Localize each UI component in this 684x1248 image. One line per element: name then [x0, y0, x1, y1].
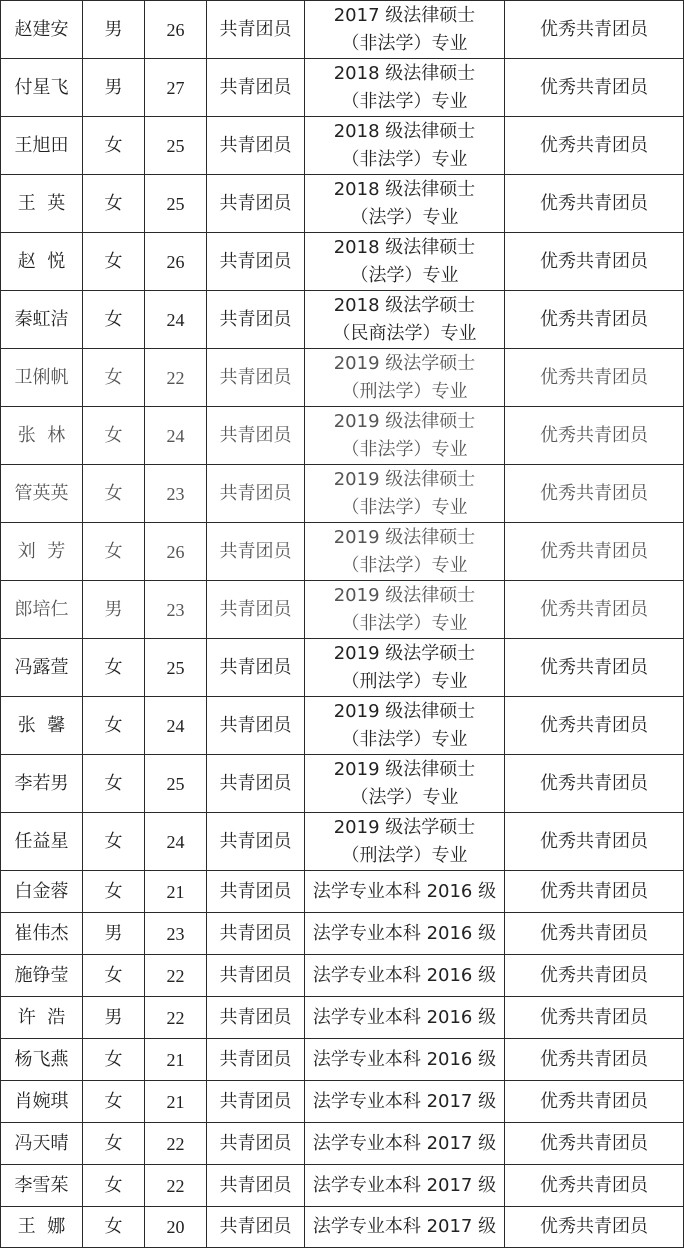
table-row	[1, 233, 684, 291]
table-row	[1, 523, 684, 581]
gender-cell: 女	[83, 697, 145, 755]
major-line-2: （非法学）专业	[341, 90, 468, 112]
table-row	[1, 813, 684, 871]
major-cell	[305, 291, 505, 349]
gender-cell: 男	[83, 59, 145, 117]
age-cell: 26	[145, 233, 207, 291]
table-row	[1, 291, 684, 349]
major-line-2: （非法学）专业	[341, 32, 468, 54]
table-row	[1, 117, 684, 175]
gender-cell: 女	[83, 955, 145, 997]
major-line-2: （非法学）专业	[341, 438, 468, 460]
major-line-1: 法学专业本科 2016 级	[312, 922, 497, 944]
status-cell: 共青团员	[207, 697, 305, 755]
award-cell: 优秀共青团员	[505, 233, 684, 291]
table-row	[1, 639, 684, 697]
age-cell: 27	[145, 59, 207, 117]
table-row	[1, 465, 684, 523]
major-cell	[305, 997, 505, 1039]
award-cell: 优秀共青团员	[505, 1123, 684, 1165]
gender-cell: 女	[83, 639, 145, 697]
gender-cell: 女	[83, 523, 145, 581]
name-cell: 许 浩	[1, 997, 83, 1039]
gender-cell: 女	[83, 1123, 145, 1165]
status-cell: 共青团员	[207, 581, 305, 639]
gender-cell: 女	[83, 407, 145, 465]
gender-cell: 女	[83, 1039, 145, 1081]
major-cell	[305, 955, 505, 997]
name-cell: 郎培仁	[1, 581, 83, 639]
status-cell: 共青团员	[207, 349, 305, 407]
major-cell	[305, 913, 505, 955]
age-cell: 25	[145, 175, 207, 233]
major-cell	[305, 1207, 505, 1248]
table-row	[1, 175, 684, 233]
name-cell: 付星飞	[1, 59, 83, 117]
award-cell: 优秀共青团员	[505, 813, 684, 871]
status-cell: 共青团员	[207, 291, 305, 349]
age-cell: 24	[145, 291, 207, 349]
gender-cell: 女	[83, 349, 145, 407]
major-line-1: 2019 级法学硕士	[333, 816, 476, 838]
status-cell: 共青团员	[207, 523, 305, 581]
major-cell	[305, 1165, 505, 1207]
gender-cell: 女	[83, 1207, 145, 1248]
major-line-2: （法学）专业	[350, 206, 459, 228]
major-cell	[305, 755, 505, 813]
gender-cell: 女	[83, 291, 145, 349]
major-line-2: （刑法学）专业	[341, 844, 468, 866]
name-cell: 王旭田	[1, 117, 83, 175]
status-cell: 共青团员	[207, 465, 305, 523]
award-cell: 优秀共青团员	[505, 407, 684, 465]
major-cell	[305, 639, 505, 697]
age-cell: 22	[145, 1165, 207, 1207]
major-cell	[305, 813, 505, 871]
major-cell	[305, 233, 505, 291]
major-cell	[305, 581, 505, 639]
age-cell: 24	[145, 697, 207, 755]
name-cell: 冯天晴	[1, 1123, 83, 1165]
award-cell: 优秀共青团员	[505, 639, 684, 697]
gender-cell: 女	[83, 465, 145, 523]
name-cell: 白金蓉	[1, 871, 83, 913]
major-line-2: （非法学）专业	[341, 496, 468, 518]
name-cell: 王 英	[1, 175, 83, 233]
age-cell: 22	[145, 955, 207, 997]
name-cell: 刘 芳	[1, 523, 83, 581]
table-row	[1, 755, 684, 813]
status-cell: 共青团员	[207, 813, 305, 871]
table-row	[1, 871, 684, 913]
status-cell: 共青团员	[207, 59, 305, 117]
table-row	[1, 1, 684, 59]
major-line-1: 2017 级法律硕士	[333, 4, 476, 26]
gender-cell: 女	[83, 813, 145, 871]
award-cell: 优秀共青团员	[505, 175, 684, 233]
major-cell	[305, 1081, 505, 1123]
name-cell: 肖婉琪	[1, 1081, 83, 1123]
table-row	[1, 349, 684, 407]
status-cell: 共青团员	[207, 913, 305, 955]
award-cell: 优秀共青团员	[505, 523, 684, 581]
major-line-1: 2018 级法律硕士	[333, 178, 476, 200]
age-cell: 26	[145, 1, 207, 59]
major-cell	[305, 407, 505, 465]
table-row	[1, 1165, 684, 1207]
major-line-1: 2019 级法律硕士	[333, 526, 476, 548]
award-cell: 优秀共青团员	[505, 581, 684, 639]
name-cell: 张 林	[1, 407, 83, 465]
major-cell	[305, 59, 505, 117]
age-cell: 23	[145, 465, 207, 523]
major-cell	[305, 523, 505, 581]
status-cell: 共青团员	[207, 755, 305, 813]
gender-cell: 男	[83, 913, 145, 955]
table-row	[1, 1081, 684, 1123]
age-cell: 24	[145, 407, 207, 465]
gender-cell: 女	[83, 175, 145, 233]
major-line-2: （民商法学）专业	[332, 322, 477, 344]
award-cell: 优秀共青团员	[505, 59, 684, 117]
age-cell: 20	[145, 1207, 207, 1248]
table-row	[1, 1123, 684, 1165]
age-cell: 22	[145, 349, 207, 407]
major-line-1: 2018 级法律硕士	[333, 120, 476, 142]
major-line-1: 2018 级法律硕士	[333, 62, 476, 84]
age-cell: 21	[145, 1039, 207, 1081]
status-cell: 共青团员	[207, 997, 305, 1039]
gender-cell: 女	[83, 233, 145, 291]
gender-cell: 女	[83, 117, 145, 175]
status-cell: 共青团员	[207, 1081, 305, 1123]
major-cell	[305, 697, 505, 755]
status-cell: 共青团员	[207, 1123, 305, 1165]
major-line-2: （非法学）专业	[341, 612, 468, 634]
table-row	[1, 407, 684, 465]
table-row	[1, 913, 684, 955]
name-cell: 赵建安	[1, 1, 83, 59]
roster-table-body	[1, 1, 684, 1248]
major-line-1: 2019 级法学硕士	[333, 352, 476, 374]
major-cell	[305, 871, 505, 913]
award-cell: 优秀共青团员	[505, 955, 684, 997]
gender-cell: 女	[83, 871, 145, 913]
table-row	[1, 1039, 684, 1081]
major-cell	[305, 1, 505, 59]
age-cell: 26	[145, 523, 207, 581]
award-cell: 优秀共青团员	[505, 871, 684, 913]
name-cell: 王 娜	[1, 1207, 83, 1248]
status-cell: 共青团员	[207, 233, 305, 291]
major-cell	[305, 175, 505, 233]
major-line-1: 2019 级法律硕士	[333, 410, 476, 432]
status-cell: 共青团员	[207, 1165, 305, 1207]
award-cell: 优秀共青团员	[505, 1081, 684, 1123]
name-cell: 李雪茱	[1, 1165, 83, 1207]
age-cell: 23	[145, 913, 207, 955]
age-cell: 25	[145, 755, 207, 813]
award-cell: 优秀共青团员	[505, 697, 684, 755]
status-cell: 共青团员	[207, 117, 305, 175]
age-cell: 22	[145, 1123, 207, 1165]
table-row	[1, 59, 684, 117]
gender-cell: 女	[83, 1165, 145, 1207]
status-cell: 共青团员	[207, 407, 305, 465]
gender-cell: 女	[83, 1081, 145, 1123]
major-line-1: 2018 级法学硕士	[333, 294, 476, 316]
major-line-1: 2019 级法律硕士	[333, 700, 476, 722]
name-cell: 秦虹洁	[1, 291, 83, 349]
gender-cell: 男	[83, 581, 145, 639]
age-cell: 21	[145, 1081, 207, 1123]
major-line-1: 法学专业本科 2016 级	[312, 964, 497, 986]
table-row	[1, 955, 684, 997]
age-cell: 24	[145, 813, 207, 871]
major-line-2: （刑法学）专业	[341, 380, 468, 402]
award-cell: 优秀共青团员	[505, 1039, 684, 1081]
name-cell: 管英英	[1, 465, 83, 523]
major-line-1: 法学专业本科 2017 级	[312, 1174, 497, 1196]
table-row	[1, 697, 684, 755]
award-cell: 优秀共青团员	[505, 117, 684, 175]
age-cell: 23	[145, 581, 207, 639]
major-line-1: 法学专业本科 2017 级	[312, 1090, 497, 1112]
gender-cell: 女	[83, 755, 145, 813]
age-cell: 22	[145, 997, 207, 1039]
award-cell: 优秀共青团员	[505, 1, 684, 59]
award-cell: 优秀共青团员	[505, 755, 684, 813]
major-line-1: 2019 级法律硕士	[333, 468, 476, 490]
award-cell: 优秀共青团员	[505, 997, 684, 1039]
major-line-1: 2019 级法律硕士	[333, 758, 476, 780]
major-line-2: （法学）专业	[350, 264, 459, 286]
name-cell: 崔伟杰	[1, 913, 83, 955]
name-cell: 张 馨	[1, 697, 83, 755]
name-cell: 李若男	[1, 755, 83, 813]
age-cell: 25	[145, 639, 207, 697]
major-line-2: （非法学）专业	[341, 554, 468, 576]
name-cell: 杨飞燕	[1, 1039, 83, 1081]
major-line-1: 法学专业本科 2016 级	[312, 1006, 497, 1028]
status-cell: 共青团员	[207, 871, 305, 913]
age-cell: 25	[145, 117, 207, 175]
name-cell: 任益星	[1, 813, 83, 871]
major-cell	[305, 465, 505, 523]
status-cell: 共青团员	[207, 955, 305, 997]
award-cell: 优秀共青团员	[505, 465, 684, 523]
major-line-2: （刑法学）专业	[341, 670, 468, 692]
major-line-1: 法学专业本科 2017 级	[312, 1216, 497, 1237]
name-cell: 卫俐帆	[1, 349, 83, 407]
award-cell: 优秀共青团员	[505, 291, 684, 349]
award-cell: 优秀共青团员	[505, 913, 684, 955]
status-cell: 共青团员	[207, 175, 305, 233]
major-cell	[305, 1123, 505, 1165]
table-row	[1, 1207, 684, 1248]
major-line-2: （法学）专业	[350, 786, 459, 808]
major-line-1: 法学专业本科 2016 级	[312, 880, 497, 902]
status-cell: 共青团员	[207, 639, 305, 697]
major-line-1: 2019 级法律硕士	[333, 584, 476, 606]
name-cell: 赵 悦	[1, 233, 83, 291]
major-cell	[305, 349, 505, 407]
age-cell: 21	[145, 871, 207, 913]
name-cell: 施铮莹	[1, 955, 83, 997]
major-cell	[305, 117, 505, 175]
gender-cell: 男	[83, 1, 145, 59]
major-line-1: 法学专业本科 2017 级	[312, 1132, 497, 1154]
major-line-1: 法学专业本科 2016 级	[312, 1048, 497, 1070]
award-cell: 优秀共青团员	[505, 1165, 684, 1207]
award-cell: 优秀共青团员	[505, 349, 684, 407]
status-cell: 共青团员	[207, 1, 305, 59]
major-line-1: 2019 级法学硕士	[333, 642, 476, 664]
major-line-1: 2018 级法律硕士	[333, 236, 476, 258]
status-cell: 共青团员	[207, 1207, 305, 1248]
status-cell: 共青团员	[207, 1039, 305, 1081]
name-cell: 冯露萱	[1, 639, 83, 697]
table-row	[1, 997, 684, 1039]
major-line-2: （非法学）专业	[341, 728, 468, 750]
award-cell: 优秀共青团员	[505, 1207, 684, 1248]
gender-cell: 男	[83, 997, 145, 1039]
major-line-2: （非法学）专业	[341, 148, 468, 170]
major-cell	[305, 1039, 505, 1081]
table-row	[1, 581, 684, 639]
